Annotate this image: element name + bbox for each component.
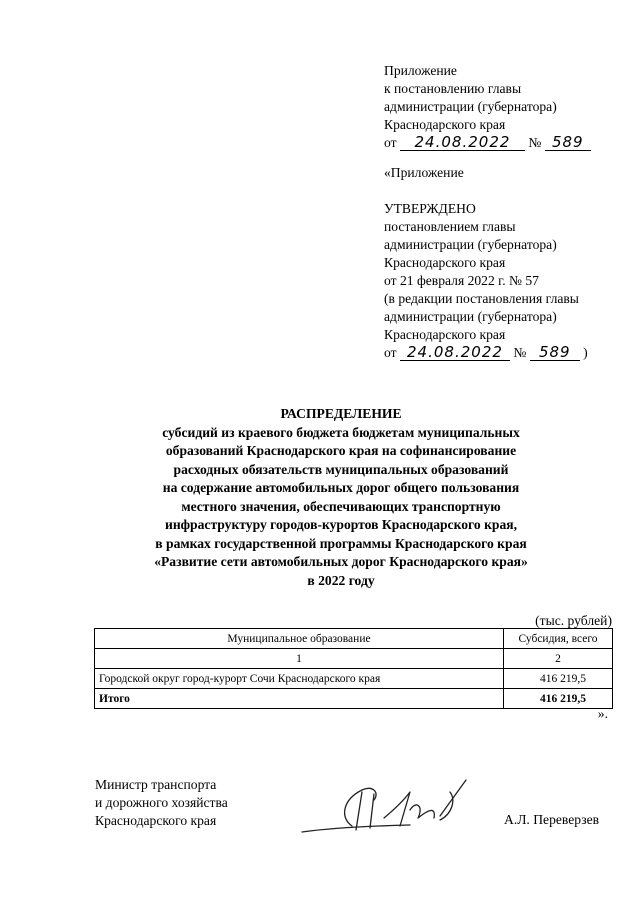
handwritten-signature xyxy=(300,770,480,845)
table-row xyxy=(95,669,613,689)
table-total-row xyxy=(95,689,613,709)
table-header-row xyxy=(95,629,613,649)
date-prefix: от xyxy=(384,345,397,360)
approved-line: постановлением главы xyxy=(384,219,516,234)
title-line: в рамках государственной программы Краснодарского края xyxy=(155,535,527,551)
handwritten-number: 589 xyxy=(530,344,580,361)
approved-block xyxy=(384,164,588,362)
approved-line: УТВЕРЖДЕНО xyxy=(384,201,476,216)
signatory-line: Министр транспорта xyxy=(95,777,217,792)
number-prefix: № xyxy=(528,135,542,150)
title-line: местного значения, обеспечивающих транспортную xyxy=(181,498,501,514)
title-line: расходных обязательств муниципальных образований xyxy=(173,461,509,477)
total-value-cell: 416 219,5 xyxy=(504,689,613,709)
appendix-line: Краснодарского края xyxy=(384,117,506,132)
appendix-line: администрации (губернатора) xyxy=(384,99,557,114)
title-line: «Развитие сети автомобильных дорог Краснодарского края» xyxy=(154,554,528,569)
approved-line: Краснодарского края xyxy=(384,327,506,342)
date-prefix: от xyxy=(384,135,397,150)
number-prefix: № xyxy=(513,345,527,360)
subsidy-cell: 416 219,5 xyxy=(504,669,613,689)
signatory-line: Краснодарского края xyxy=(95,813,217,828)
numbering-cell: 1 xyxy=(95,649,504,669)
header-cell: Субсидия, всего xyxy=(504,629,613,649)
approved-date-line xyxy=(384,344,588,362)
approved-line: администрации (губернатора) xyxy=(384,309,557,324)
total-label-cell: Итого xyxy=(95,689,504,709)
title-heading: РАСПРЕДЕЛЕНИЕ xyxy=(280,406,402,421)
signatory-line: и дорожного хозяйства xyxy=(95,795,228,810)
municipality-cell: Городской округ город-курорт Сочи Краснодарского края xyxy=(95,669,504,689)
handwritten-number: 589 xyxy=(545,134,591,151)
header-cell: Муниципальное образование xyxy=(95,629,504,649)
close-paren: ) xyxy=(583,345,588,360)
quote-line: «Приложение xyxy=(384,165,464,180)
appendix-line: Приложение xyxy=(384,63,457,78)
subsidy-table xyxy=(94,628,613,709)
appendix-line: к постановлению главы xyxy=(384,81,522,96)
table-numbering-row xyxy=(95,649,613,669)
signatory-name: А.Л. Переверзев xyxy=(504,812,600,827)
approved-line: от 21 февраля 2022 г. № 57 xyxy=(384,273,539,288)
signatory-title xyxy=(95,776,228,830)
approved-line: Краснодарского края xyxy=(384,255,506,270)
document-title xyxy=(96,405,586,590)
handwritten-date: 24.08.2022 xyxy=(400,134,525,151)
title-line: образований Краснодарского края на софинансирование xyxy=(165,443,517,458)
appendix-date-line xyxy=(384,134,591,152)
appendix-header xyxy=(384,62,591,152)
numbering-cell: 2 xyxy=(504,649,613,669)
approved-line: администрации (губернатора) xyxy=(384,237,557,252)
title-line: субсидий из краевого бюджета бюджетам муниципальных xyxy=(162,424,520,440)
unit-note: (тыс. рублей) xyxy=(535,613,612,628)
end-quote: ». xyxy=(597,706,608,721)
title-line: на содержание автомобильных дорог общего пользования xyxy=(162,480,520,495)
title-line: инфраструктуру городов-курортов Краснодарского края, xyxy=(164,517,518,532)
handwritten-date: 24.08.2022 xyxy=(400,344,510,361)
title-line: в 2022 году xyxy=(307,572,375,588)
approved-line: (в редакции постановления главы xyxy=(384,291,579,306)
